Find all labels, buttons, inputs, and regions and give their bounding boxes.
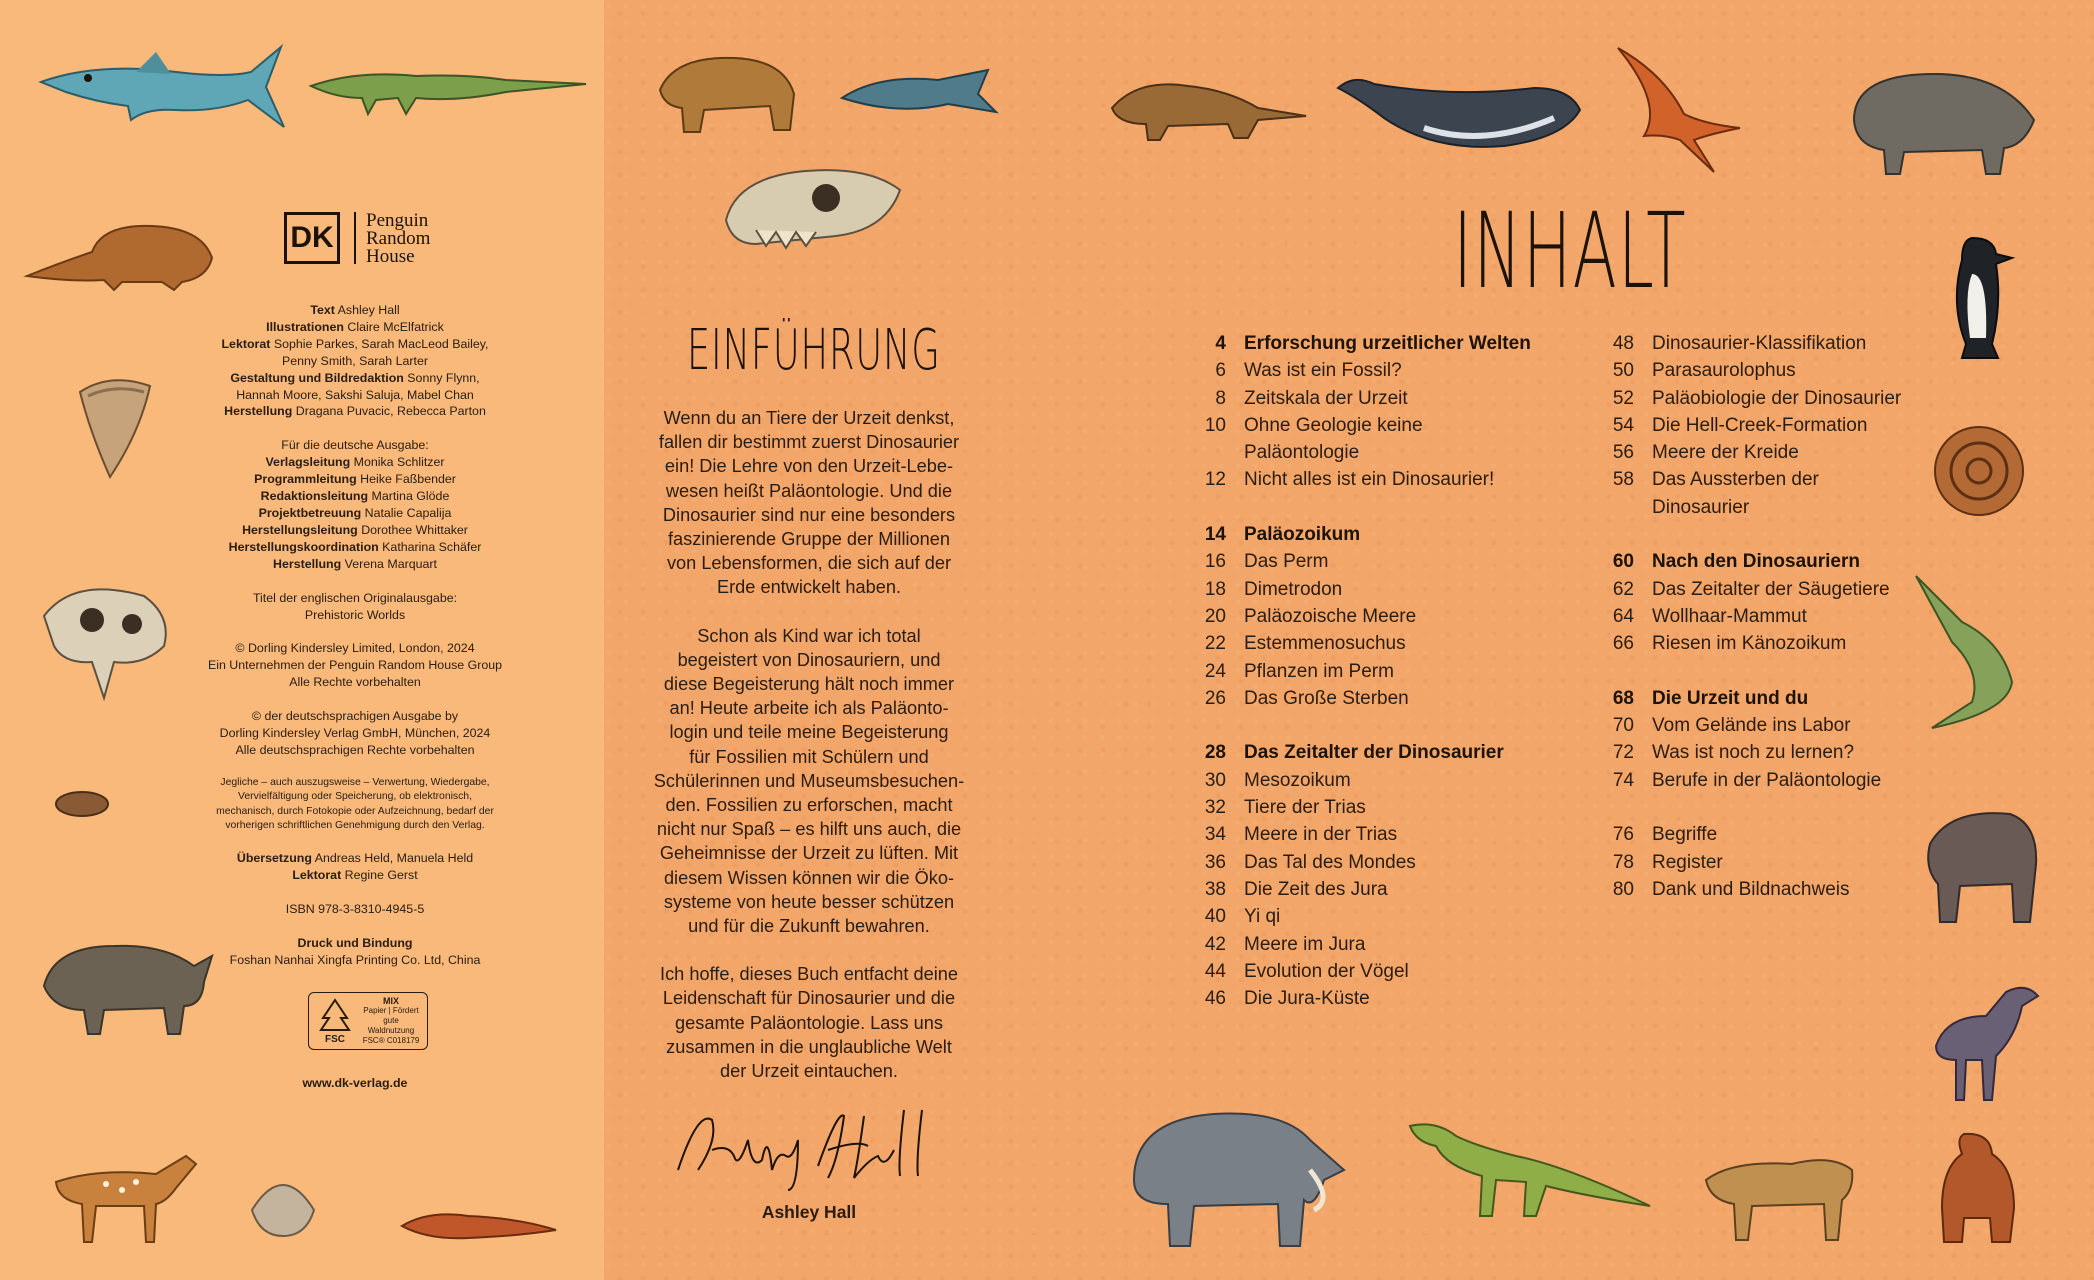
credit-line: Gestaltung und Bildredaktion Sonny Flynn,: [230, 370, 480, 385]
legal-line: Jegliche – auch auszugsweise – Verwertung, Wiedergabe,: [220, 776, 490, 788]
contents-entry[interactable]: [1592, 576, 1992, 603]
page-number: 38: [1204, 878, 1226, 900]
entry-title: Mesozoikum: [1244, 769, 1351, 791]
copyright-line: Ein Unternehmen der Penguin Random House Group: [207, 658, 503, 673]
small-reptile-illustration: [52, 782, 112, 826]
entry-title: Das Große Sterben: [1244, 687, 1409, 709]
contents-entry[interactable]: [1592, 494, 1992, 521]
introduction-title: EINFÜHRUNG: [686, 318, 941, 383]
entry-title: Das Tal des Mondes: [1244, 851, 1416, 873]
copyright-line: Dorling Kindersley Verlag GmbH, München, 2024: [219, 726, 491, 741]
entry-title: Zeitskala der Urzeit: [1244, 387, 1408, 409]
contents-column-left: [1184, 330, 1604, 1012]
contents-entry[interactable]: [1184, 548, 1604, 575]
page-number: 10: [1204, 414, 1226, 436]
page-number: 66: [1612, 633, 1634, 655]
entry-title: Was ist ein Fossil?: [1244, 360, 1402, 382]
page-number: 16: [1204, 551, 1226, 573]
contents-entry[interactable]: [1592, 439, 1992, 466]
original-title-line: Titel der englischen Originalausgabe:: [252, 590, 458, 605]
credit-line: Lektorat Regine Gerst: [292, 868, 418, 883]
copyright-line: © Dorling Kindersley Limited, London, 2024: [235, 641, 475, 656]
contents-entry[interactable]: [1592, 712, 1992, 739]
contents-chapter-entry[interactable]: [1184, 521, 1604, 548]
page-number: 6: [1215, 360, 1226, 382]
page-number: 12: [1204, 469, 1226, 491]
credit-line: Penny Smith, Sarah Larter: [281, 353, 428, 368]
credit-line: Hannah Moore, Sakshi Saluja, Mabel Chan: [236, 387, 474, 402]
entry-title: Yi qi: [1244, 906, 1281, 928]
entry-title: Was ist noch zu lernen?: [1652, 742, 1855, 764]
credit-line: Verlagsleitung Monika Schlitzer: [265, 455, 445, 470]
legal-line: mechanisch, durch Fotokopie oder Aufzeichnung, bedarf der: [216, 805, 494, 817]
entry-title: Meere der Kreide: [1652, 442, 1799, 464]
contents-entry[interactable]: [1184, 767, 1604, 794]
original-title-line: Prehistoric Worlds: [304, 607, 406, 622]
sabertooth-cat-illustration: [1702, 1140, 1858, 1244]
page-number: 44: [1204, 960, 1226, 982]
publisher-logo: [284, 212, 504, 268]
prehistoric-mammal-illustration: [22, 212, 218, 292]
print-heading: Druck und Bindung: [297, 936, 413, 951]
contents-entry[interactable]: [1184, 576, 1604, 603]
author-name: Ashley Hall: [761, 1202, 857, 1222]
entry-title: Parasaurolophus: [1652, 360, 1796, 382]
contents-entry[interactable]: [1592, 412, 1992, 439]
entry-title: Das Perm: [1244, 551, 1329, 573]
contents-chapter-entry[interactable]: [1184, 330, 1604, 357]
contents-entry[interactable]: [1184, 658, 1604, 685]
page-number: 22: [1204, 633, 1226, 655]
contents-spacer: [1592, 521, 1992, 548]
page-number: 78: [1612, 851, 1634, 873]
contents-entry[interactable]: [1592, 767, 1992, 794]
entry-title: Die Hell-Creek-Formation: [1652, 414, 1868, 436]
ichthyosaur-illustration: [36, 42, 286, 132]
contents-entry[interactable]: [1592, 357, 1992, 384]
page-number: 40: [1204, 906, 1226, 928]
page-number: 50: [1612, 360, 1634, 382]
svg-text:FSC: FSC: [325, 1034, 345, 1044]
page-number: 18: [1204, 578, 1226, 600]
page-number: 52: [1612, 387, 1634, 409]
contents-entry[interactable]: [1184, 385, 1604, 412]
page-number: 42: [1204, 933, 1226, 955]
logo-line: Penguin: [366, 210, 429, 231]
bear-like-mammal-illustration: [654, 50, 800, 136]
entry-title: Vom Gelände ins Labor: [1652, 715, 1851, 737]
credit-line: Programmleitung Heike Faßbender: [254, 472, 456, 487]
entry-title: Evolution der Vögel: [1244, 960, 1409, 982]
fsc-label: [308, 992, 428, 1050]
page-number: 70: [1612, 715, 1634, 737]
isbn: ISBN 978-3-8310-4945-5: [285, 902, 425, 917]
fsc-tree-icon: [315, 998, 355, 1044]
page-number: 32: [1204, 797, 1226, 819]
entry-title: Erforschung urzeitlicher Welten: [1244, 333, 1531, 354]
credit-line: Illustrationen Claire McElfatrick: [266, 319, 444, 334]
entry-title: Estemmenosuchus: [1244, 633, 1406, 655]
fsc-line: gute Waldnutzung: [367, 1016, 415, 1035]
page-number: 76: [1612, 824, 1634, 846]
contents-entry[interactable]: [1184, 685, 1604, 712]
ape-illustration: [1934, 1128, 2020, 1246]
page-number: 64: [1612, 605, 1634, 627]
entry-title: Paläobiologie der Dinosaurier: [1652, 387, 1902, 409]
credit-line: Text Ashley Hall: [310, 303, 400, 317]
credit-line: Redaktionsleitung Martina Glöde: [260, 489, 450, 504]
entry-title: Dinosaurier: [1652, 496, 1750, 518]
contents-entry[interactable]: [1184, 357, 1604, 384]
entry-title: Wollhaar-Mammut: [1652, 605, 1807, 627]
entry-title: Die Jura-Küste: [1244, 988, 1370, 1010]
page-number: 26: [1204, 687, 1226, 709]
contents-entry[interactable]: [1184, 931, 1604, 958]
page-number: 14: [1204, 524, 1226, 546]
intro-paragraph: Wenn du an Tiere der Urzeit denkst, fallen dir bestimmt zuerst Dinosaurier ein! Die Lehre von den Urzeit-Lebe- wesen heißt Paläontologie. Und die Dinosaurier sind nur eine besonders faszinierende Gruppe der Millionen von Lebensformen, die sich auf der Erde entwickelt haben.: [658, 408, 960, 598]
carnivorous-dinosaur-illustration: [1406, 1116, 1652, 1220]
contents-entry[interactable]: [1184, 821, 1604, 848]
contents-entry[interactable]: [1184, 439, 1604, 466]
whale-ancestor-illustration: [838, 64, 998, 120]
contents-spacer: [1592, 794, 1992, 821]
printer: Foshan Nanhai Xingfa Printing Co. Ltd, China: [229, 953, 481, 968]
contents-entry[interactable]: [1184, 849, 1604, 876]
entry-title: Begriffe: [1652, 824, 1718, 846]
entry-title: Nach den Dinosauriern: [1652, 551, 1860, 573]
legal-line: Vervielfältigung oder Speicherung, ob elektronisch,: [238, 791, 472, 803]
intro-paragraph: Ich hoffe, dieses Buch entfacht deine Leidenschaft für Dinosaurier und die gesamte Paläontologie. Lass uns zusammen in die unglaubliche Welt der Urzeit eintauchen.: [660, 964, 958, 1082]
dk-logo-mark: DK: [284, 212, 340, 264]
credit-line: Herstellungsleitung Dorothee Whittaker: [242, 522, 468, 537]
fsc-line: Papier | Fördert: [363, 1006, 419, 1015]
entry-title: Das Zeitalter der Dinosaurier: [1244, 742, 1504, 764]
pterosaur-illustration: [1614, 44, 1744, 174]
page-number: 36: [1204, 851, 1226, 873]
page-number: 4: [1215, 333, 1226, 354]
page-number: 74: [1612, 769, 1634, 791]
publisher-website-link[interactable]: www.dk-verlag.de: [302, 1076, 408, 1090]
contents-chapter-entry[interactable]: [1592, 685, 1992, 712]
page-number: 58: [1612, 469, 1634, 491]
logo-line: House: [366, 246, 415, 267]
copyright-line: Alle Rechte vorbehalten: [289, 675, 421, 690]
contents-entry[interactable]: [1592, 876, 1992, 903]
page-number: 54: [1612, 414, 1634, 436]
page-number: 20: [1204, 605, 1226, 627]
entry-title: Meere im Jura: [1244, 933, 1366, 955]
page-number: 8: [1215, 387, 1226, 409]
contents-entry[interactable]: [1184, 794, 1604, 821]
page-number: 60: [1612, 551, 1634, 573]
contents-entry[interactable]: [1184, 603, 1604, 630]
dinosaur-skull-illustration: [716, 160, 906, 260]
fsc-code: FSC® C018179: [362, 1036, 420, 1045]
contents-entry[interactable]: [1592, 739, 1992, 766]
contents-entry[interactable]: [1184, 876, 1604, 903]
copyright-line: © der deutschsprachigen Ausgabe by: [251, 709, 459, 724]
otter-like-mammal-illustration: [1108, 68, 1308, 144]
spotted-deer-illustration: [46, 1142, 202, 1246]
contents-entry[interactable]: [1592, 330, 1992, 357]
contents-entry[interactable]: [1184, 466, 1604, 493]
contents-column-right: [1592, 330, 1992, 903]
contents-entry[interactable]: [1184, 985, 1604, 1012]
entry-title: Tiere der Trias: [1244, 797, 1366, 819]
contents-spacer: [1184, 712, 1604, 739]
page-number: 72: [1612, 742, 1634, 764]
contents-entry[interactable]: [1592, 821, 1992, 848]
credit-line: Herstellung Verena Marquart: [273, 556, 437, 571]
entry-title: Ohne Geologie keine: [1244, 414, 1423, 436]
entry-title: Riesen im Känozoikum: [1652, 633, 1847, 655]
entry-title: Das Aussterben der: [1652, 469, 1819, 491]
elephant-ancestor-illustration: [1114, 1100, 1350, 1250]
entry-title: Pflanzen im Perm: [1244, 660, 1394, 682]
page-number: 62: [1612, 578, 1634, 600]
contents-entry[interactable]: [1592, 466, 1992, 493]
contents-entry[interactable]: [1592, 849, 1992, 876]
entry-title: Dank und Bildnachweis: [1652, 878, 1850, 900]
credit-line: Herstellung Dragana Puvacic, Rebecca Parton: [224, 404, 486, 419]
page-number: 68: [1612, 687, 1634, 709]
contents-chapter-entry[interactable]: [1592, 548, 1992, 575]
legal-line: vorherigen schriftlichen Genehmigung durch den Verlag.: [225, 820, 485, 832]
german-edition-heading: Für die deutsche Ausgabe:: [281, 438, 429, 453]
contents-entry[interactable]: [1184, 412, 1604, 439]
author-signature: [668, 1100, 950, 1192]
contents-chapter-entry[interactable]: [1184, 739, 1604, 766]
page-number: 24: [1204, 660, 1226, 682]
contents-spacer: [1592, 658, 1992, 685]
page-number: 34: [1204, 824, 1226, 846]
copyright-line: Alle deutschsprachigen Rechte vorbehalten: [235, 742, 475, 757]
introduction-text: [624, 406, 994, 1107]
contents-title: INHALT: [1453, 190, 1687, 312]
contents-entry[interactable]: [1592, 603, 1992, 630]
entry-title: Dinosaurier-Klassifikation: [1652, 333, 1867, 354]
credit-line: Übersetzung Andreas Held, Manuela Held: [236, 851, 474, 866]
flightless-bird-illustration: [1926, 976, 2044, 1104]
armored-mammal-illustration: [1844, 60, 2040, 178]
entry-title: Die Urzeit und du: [1652, 687, 1809, 709]
entry-title: Paläozoikum: [1244, 524, 1361, 546]
fsc-mix: MIX: [382, 996, 399, 1006]
contents-entry[interactable]: [1184, 958, 1604, 985]
contents-entry[interactable]: [1184, 903, 1604, 930]
page-number: 30: [1204, 769, 1226, 791]
contents-entry[interactable]: [1592, 385, 1992, 412]
credit-line: Lektorat Sophie Parkes, Sarah MacLeod Bailey,: [221, 336, 489, 351]
imprint-block: [170, 302, 540, 969]
brachiopod-shell-illustration: [246, 1170, 320, 1240]
entry-title: Das Zeitalter der Säugetiere: [1652, 578, 1890, 600]
contents-spacer: [1184, 494, 1604, 521]
page-number: 56: [1612, 442, 1634, 464]
amphibian-illustration: [398, 1202, 558, 1248]
page-number: 80: [1612, 878, 1634, 900]
entry-title: Meere in der Trias: [1244, 824, 1398, 846]
contents-entry[interactable]: [1184, 630, 1604, 657]
crocodile-illustration: [306, 58, 591, 118]
whale-illustration: [1334, 58, 1582, 158]
credit-line: Herstellungskoordination Katharina Schäfer: [228, 539, 482, 554]
page-number: [1184, 439, 1226, 466]
page-number: [1592, 494, 1634, 521]
logo-line: Random: [366, 228, 431, 249]
page-number: 48: [1612, 333, 1634, 354]
entry-title: Paläontologie: [1244, 442, 1360, 464]
entry-title: Nicht alles ist ein Dinosaurier!: [1244, 469, 1495, 491]
entry-title: Die Zeit des Jura: [1244, 878, 1388, 900]
credit-line: Projektbetreuung Natalie Capalija: [258, 505, 452, 520]
entry-title: Dimetrodon: [1244, 578, 1343, 600]
fsc-text: [361, 996, 421, 1046]
entry-title: Paläozoische Meere: [1244, 605, 1417, 627]
penguin-random-house-wordmark: [366, 212, 506, 266]
entry-title: Register: [1652, 851, 1723, 873]
page-number: 28: [1204, 742, 1226, 764]
contents-entry[interactable]: [1592, 630, 1992, 657]
sabertooth-skull-illustration: [34, 576, 174, 702]
logo-divider: [354, 212, 356, 264]
entry-title: Berufe in der Paläontologie: [1652, 769, 1882, 791]
intro-paragraph: Schon als Kind war ich total begeistert von Dinosauriern, und diese Begeisterung hält noch immer an! Heute arbeite ich als Paläonto- login und teile meine Begeisterung für Fossilien mit Schülern und Schülerinnen und Museumsbesuchen- den. Fossilien zu erforschen, macht nicht nur Spaß – es hilft uns auch, die Geheimnisse der Urzeit zu lüften. Mit diesem Wissen können wir die Öko- systeme von heute besser schützen und für die Zukunft bewahren.: [653, 625, 965, 937]
page-number: 46: [1204, 988, 1226, 1010]
shark-tooth-fossil-illustration: [70, 372, 156, 480]
